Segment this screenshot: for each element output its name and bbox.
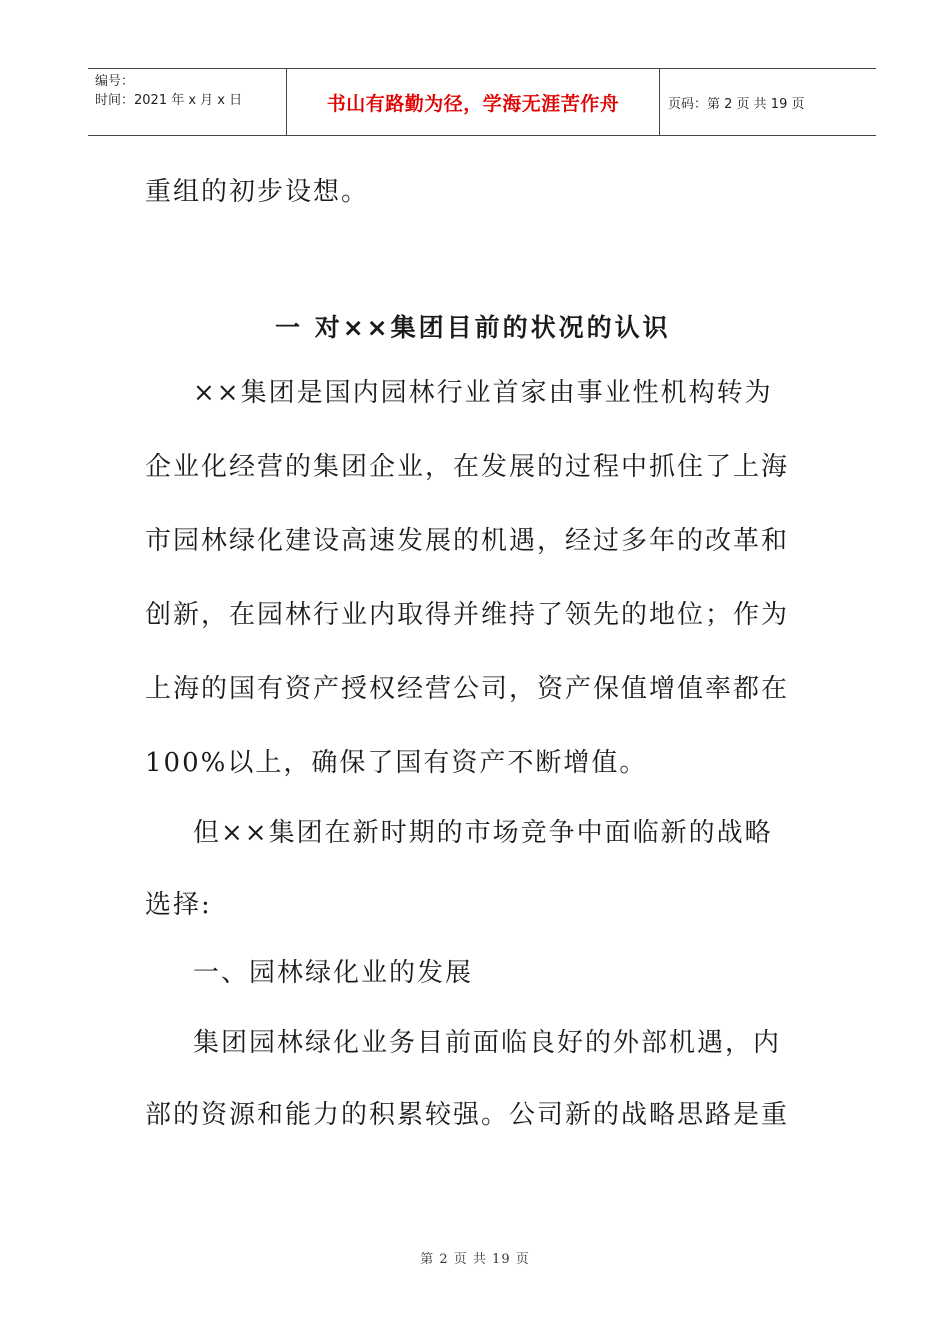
paragraph-line: 企业化经营的集团企业，在发展的过程中抓住了上海 <box>145 452 790 482</box>
document-header <box>88 68 876 136</box>
paragraph-line: 上海的国有资产授权经营公司，资产保值增值率都在 <box>145 674 790 704</box>
header-time-label: 时间：2021 年 x 月 x 日 <box>95 93 243 108</box>
paragraph-line: 市园林绿化建设高速发展的机遇，经过多年的改革和 <box>145 526 790 556</box>
paragraph-line: 部的资源和能力的积累较强。公司新的战略思路是重 <box>145 1100 790 1130</box>
paragraph-line: 重组的初步设想。 <box>145 177 370 207</box>
paragraph-line: 选择: <box>145 890 212 920</box>
paragraph-line: 100%以上，确保了国有资产不断增值。 <box>145 748 648 778</box>
page-footer: 第 2 页 共 19 页 <box>420 1252 530 1267</box>
paragraph-line: 集团园林绿化业务目前面临良好的外部机遇，内 <box>193 1028 782 1058</box>
paragraph-line: 但××集团在新时期的市场竞争中面临新的战略 <box>193 818 773 848</box>
paragraph-line: ××集团是国内园林行业首家由事业性机构转为 <box>193 378 773 408</box>
section-heading: 一 对××集团目前的状况的认识 <box>275 313 671 342</box>
header-number-label: 编号： <box>95 74 135 89</box>
subsection-heading: 一、园林绿化业的发展 <box>193 958 474 988</box>
header-page-label: 页码：第 2 页 共 19 页 <box>668 96 805 112</box>
header-meta-cell <box>88 69 287 135</box>
paragraph-line: 创新，在园林行业内取得并维持了领先的地位；作为 <box>145 600 790 630</box>
header-motto: 书山有路勤为径，学海无涯苦作舟 <box>287 69 660 135</box>
